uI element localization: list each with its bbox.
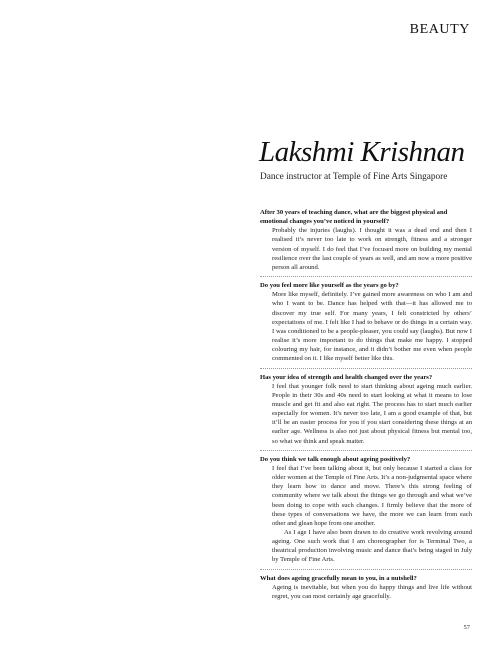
divider	[260, 368, 472, 369]
qa-block	[260, 281, 472, 363]
answer: Ageing is inevitable, but when you do happy things and live life without regret, you can most certainly age gracefully.	[272, 583, 472, 600]
divider	[260, 450, 472, 451]
question: What does ageing gracefully mean to you, in a nutshell?	[260, 574, 417, 582]
question: Do you feel more like yourself as the years go by?	[260, 282, 399, 290]
answer: More like myself, definitely. I’ve gained more awareness on who I am and who I want to be. Dance has helped with that—it has allowed me to discover my true self. For many years, I felt constricted by others’ expectations of me. I felt like I had to behave or do things in a certain way. I was conditioned to be a people-pleaser, you could say (laughs). But now I realise it’s more important to do things that make me happy. I stopped colouring my hair, for instance, and it didn’t bother me even when people commented on it. I like myself better like this.	[272, 291, 472, 363]
interview-body	[260, 208, 472, 601]
section-label: BEAUTY	[409, 22, 470, 37]
qa-block	[260, 373, 472, 446]
answer: I feel that I’ve been talking about it, but only because I started a class for older women at the Temple of Fine Arts. It’s a non-judgmental space where they learn how to dance and move. There’s this strong feeling of community where we talk about the things we go through and what we’ve been doing to cope with such changes. I firmly believe that the more of these types of conversations we have, the more we can learn from each other and glean hope from one another.	[272, 464, 472, 527]
divider	[260, 276, 472, 277]
question: After 30 years of teaching dance, what are the biggest physical and emotional changes you’ve noticed in yourself?	[260, 209, 448, 226]
question: Do you think we talk enough about ageing positively?	[260, 455, 411, 463]
qa-block	[260, 455, 472, 565]
qa-block	[260, 574, 472, 601]
qa-block	[260, 208, 472, 272]
page-number: 57	[463, 624, 470, 631]
question: Has your idea of strength and health changed over the years?	[260, 373, 433, 381]
answer: Probably the injuries (laughs). I thought it was a dead end and then I realised it’s never too late to work on strength, fitness and a stronger version of myself. I do feel that I’ve focused more on building my mental resilience over the last couple of years as well, and am now a more positive person all around.	[272, 227, 472, 271]
answer: As I age I have also been drawn to do creative work revolving around ageing. One such work that I am choreographer for is Terminal Two, a theatrical production involving music and dance that’s being staged in July by Temple of Fine Arts.	[272, 529, 472, 564]
profile-role: Dance instructor at Temple of Fine Arts Singapore	[260, 172, 448, 182]
answer: I feel that younger folk need to start thinking about ageing much earlier. People in their 30s and 40s need to start looking at what it means to lose muscle and get fit and also eat right. The process has to start much earlier especially for women. It’s never too late, I am a good example of that, but it’ll be an easier process for you if you start considering these things at an earlier age. Wellness is also not just about physical fitness but mental too, so what we think and speak matter.	[272, 382, 472, 445]
divider	[260, 569, 472, 570]
profile-name: Lakshmi Krishnan	[259, 136, 465, 168]
